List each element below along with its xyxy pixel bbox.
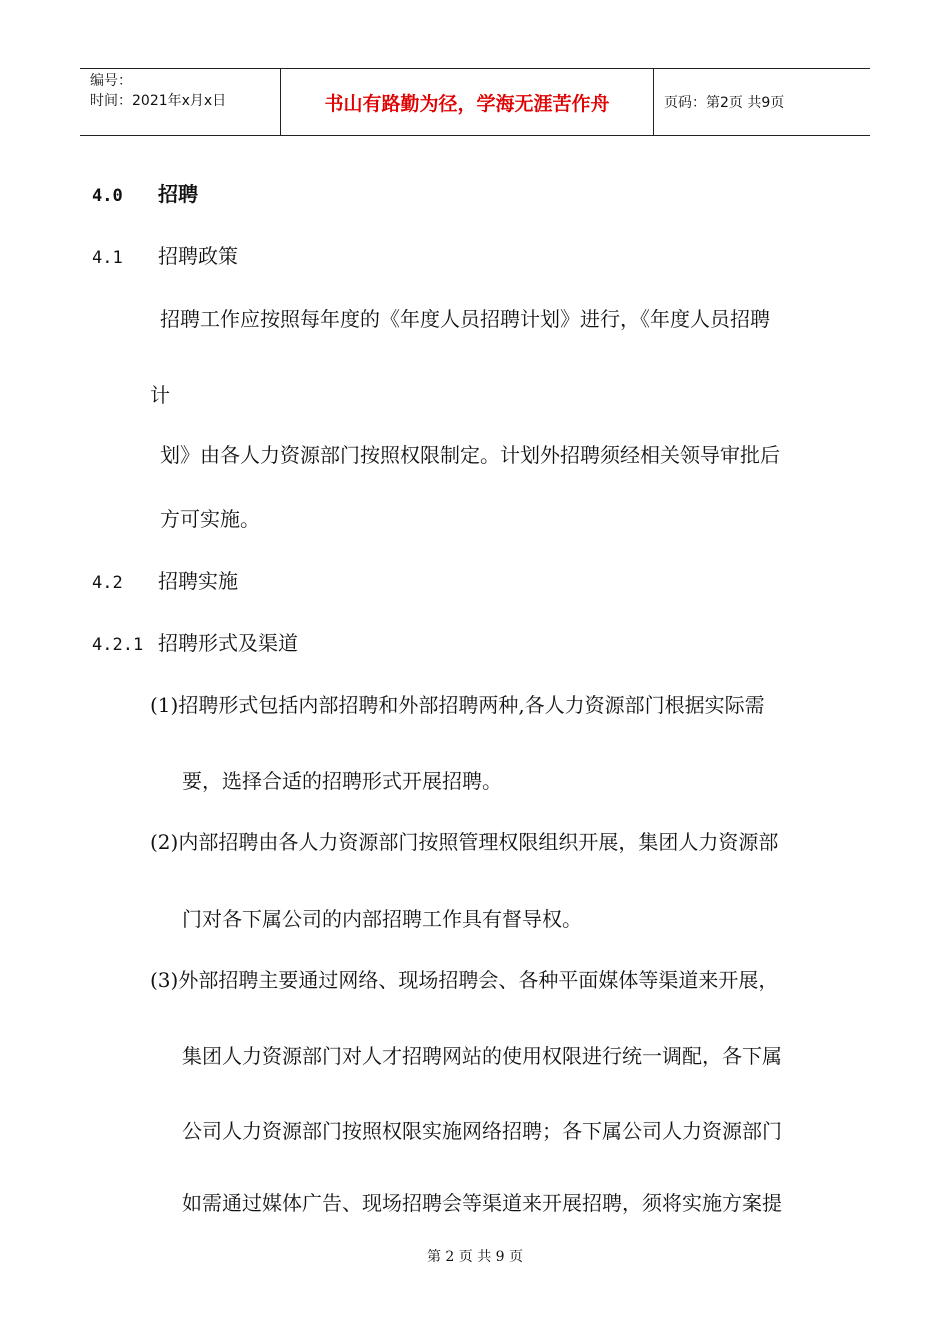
list-item-3-line: 公司人力资源部门按照权限实施网络招聘；各下属公司人力资源部门 — [182, 1119, 782, 1143]
list-item-3-line: (3)外部招聘主要通过网络、现场招聘会、各种平面媒体等渠道来开展， — [150, 968, 779, 992]
list-item-3-line: 集团人力资源部门对人才招聘网站的使用权限进行统一调配，各下属 — [182, 1044, 782, 1068]
paragraph-line: 计 — [150, 383, 170, 407]
list-item-1-line: 要，选择合适的招聘形式开展招聘。 — [182, 769, 502, 793]
paragraph-line: 方可实施。 — [160, 507, 260, 531]
header-page-info: 页码：第2页 共9页 — [664, 95, 785, 111]
section-title: 招聘实施 — [158, 569, 238, 593]
paragraph-line: 划》由各人力资源部门按照权限制定。计划外招聘须经相关领导审批后 — [160, 443, 780, 467]
list-item-1-line: (1)招聘形式包括内部招聘和外部招聘两种,各人力资源部门根据实际需 — [150, 693, 765, 717]
section-title: 招聘形式及渠道 — [158, 631, 298, 655]
document-date-label: 时间：2021年x月x日 — [90, 93, 227, 109]
paragraph-line: 招聘工作应按照每年度的《年度人员招聘计划》进行，《年度人员招聘 — [160, 307, 770, 331]
section-number: 4.0 — [92, 186, 123, 206]
list-item-2-line: (2)内部招聘由各人力资源部门按照管理权限组织开展，集团人力资源部 — [150, 830, 779, 854]
header-meta-cell — [80, 69, 281, 135]
page-header — [80, 68, 870, 136]
list-item-3-line: 如需通过媒体广告、现场招聘会等渠道来开展招聘，须将实施方案提 — [182, 1191, 782, 1215]
section-title: 招聘 — [158, 182, 198, 206]
list-item-2-line: 门对各下属公司的内部招聘工作具有督导权。 — [182, 907, 582, 931]
section-4-0-heading — [92, 181, 198, 209]
section-number: 4.2.1 — [92, 635, 144, 655]
document-number-label: 编号： — [90, 73, 132, 89]
header-motto: 书山有路勤为径，学海无涯苦作舟 — [281, 69, 654, 135]
section-4-1-heading — [92, 243, 238, 271]
section-title: 招聘政策 — [158, 244, 238, 268]
section-4-2-1-heading — [92, 630, 298, 658]
section-4-2-heading — [92, 568, 238, 596]
section-number: 4.1 — [92, 248, 123, 268]
page-footer: 第 2 页 共 9 页 — [426, 1249, 524, 1265]
section-number: 4.2 — [92, 573, 123, 593]
